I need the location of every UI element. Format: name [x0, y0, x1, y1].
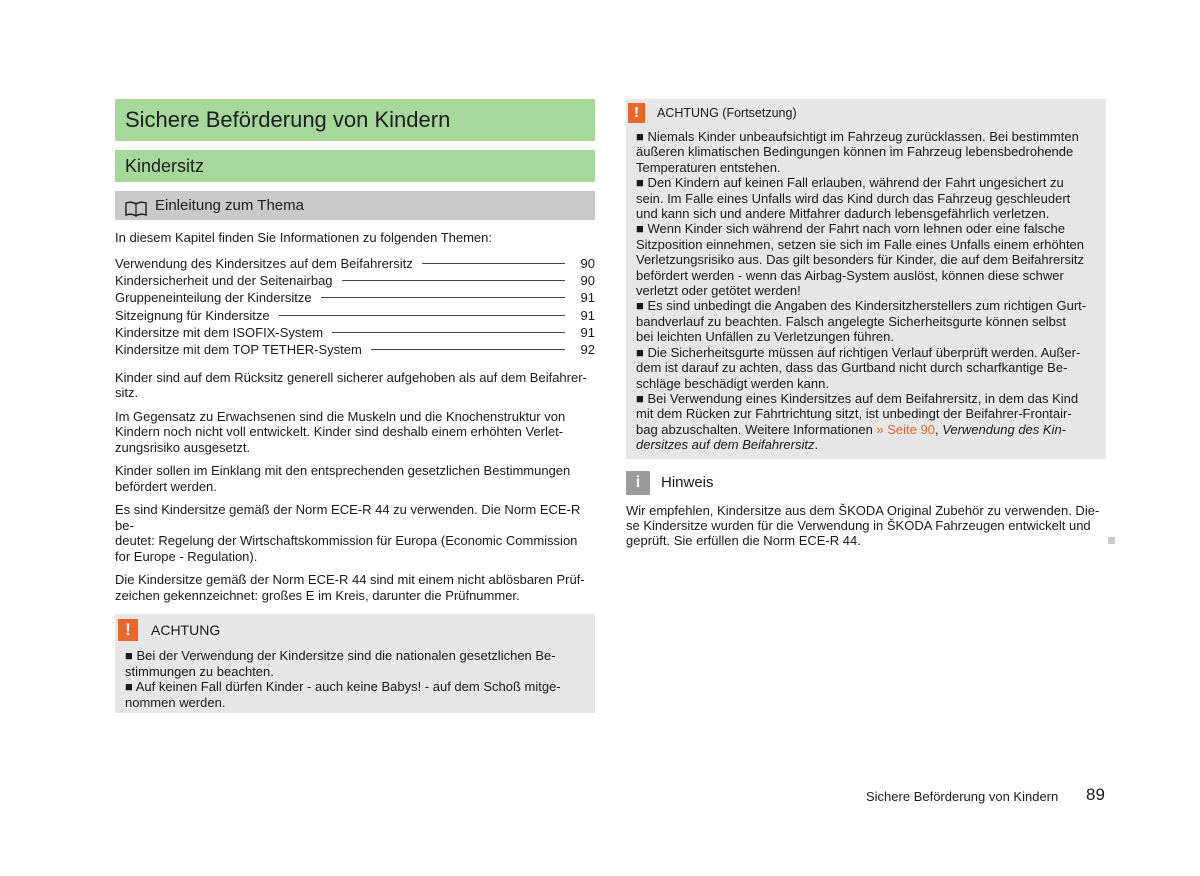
leader-line	[422, 263, 565, 264]
footer-chapter: Sichere Beförderung von Kindern	[866, 789, 1059, 804]
warning-body	[626, 123, 1106, 453]
topic-label: Verwendung des Kindersitzes auf dem Beifahrersitz	[115, 255, 413, 271]
separator-text: ,	[934, 421, 943, 437]
end-text: .	[814, 437, 819, 453]
leader-line	[371, 349, 565, 350]
info-icon: i	[626, 471, 650, 495]
topic-label: Kindersicherheit und der Seitenairbag	[115, 272, 333, 288]
note-text: Wir empfehlen, Kindersitze aus dem ŠKODA Original Zubehör zu verwenden. Die- se Kindersitze wurden für die Verwendung in ŠKODA Fahrzeugen entwickelt und geprüft. Sie erfüllen die Norm ECE-R 44.	[626, 502, 1100, 549]
warning-title: ACHTUNG (Fortsetzung)	[657, 105, 797, 120]
chapter-title: Sichere Beförderung von Kindern	[115, 99, 595, 141]
right-column	[626, 99, 1106, 549]
topic-label: Kindersitze mit dem TOP TETHER-System	[115, 342, 362, 358]
topic-label: Sitzeignung für Kindersitze	[115, 307, 270, 323]
topic-list-item[interactable]	[115, 289, 595, 306]
topic-page: 91	[580, 290, 595, 306]
leader-line	[321, 297, 565, 298]
warning-item: ■ Bei der Verwendung der Kindersitze sind die nationalen gesetzlichen Be- stimmungen zu beachten.	[125, 648, 556, 679]
warning-continued-box	[626, 99, 1106, 459]
intro-heading: Einleitung zum Thema	[155, 197, 304, 214]
body-paragraph: Kinder sollen im Einklang mit den entsprechenden gesetzlichen Bestimmungen befördert werden.	[115, 463, 571, 494]
topic-list-item[interactable]	[115, 255, 595, 272]
topic-page: 90	[580, 272, 595, 288]
warning-header	[115, 620, 595, 640]
section-end-marker	[1108, 537, 1115, 544]
section-title: Kindersitz	[115, 150, 595, 182]
body-paragraph: Im Gegensatz zu Erwachsenen sind die Muskeln und die Knochenstruktur von Kindern noch nicht voll entwickelt. Kinder sind deshalb einem erhöhten Verlet- zungsrisiko ausgesetzt.	[115, 408, 566, 455]
warning-item: ■ Niemals Kinder unbeaufsichtigt im Fahrzeug zurücklassen. Bei bestimmten äußeren klimatischen Bedingungen können im Fahrzeug lebensbedrohende Temperaturen entstehen.	[636, 129, 1079, 175]
warning-item: ■ Den Kindern auf keinen Fall erlauben, während der Fahrt ungesichert zu sein. Im Falle eines Unfalls wird das Kind durch das Fahrzeug geschleudert und kann sich und andere Mitfahrer dadurch lebensgefährlich verletzen.	[636, 175, 1071, 222]
leader-line	[279, 315, 565, 316]
topic-page: 90	[580, 255, 595, 271]
topic-list-item[interactable]	[115, 307, 595, 324]
note-header	[626, 471, 1106, 495]
warning-item: ■ Die Sicherheitsgurte müssen auf richtigen Verlauf überprüft werden. Außer- dem ist darauf zu achten, dass das Gurtband nicht durch scharfkantige Be- schläge beschädigt werden kann.	[636, 344, 1081, 391]
leader-line	[332, 332, 565, 333]
warning-body	[115, 640, 595, 710]
warning-title: ACHTUNG	[151, 622, 221, 639]
warning-item-text: ■ Bei Verwendung eines Kindersitzes auf dem Beifahrersitz, in dem das Kind mit dem Rücken zur Fahrtrichtung sitzt, ist unbedingt der Beifahrer-Frontair- bag abzuschalten. Weitere Informationen	[636, 390, 1079, 437]
topic-page: 91	[580, 307, 595, 323]
page-reference-link[interactable]: » Seite 90	[876, 421, 935, 437]
warning-item: ■ Wenn Kinder sich während der Fahrt nach vorn lehnen oder eine falsche Sitzposition einnehmen, setzen sie sich im Falle eines Unfalls einem erhöhten Verletzungsrisiko aus. Das gilt besonders für Kinder, die auf dem Beifahrersitz befördert werden - wenn das Airbag-System auslöst, können diese schwer verletzt oder getötet werden!	[636, 221, 1085, 299]
warning-icon: !	[118, 619, 138, 641]
warning-box	[115, 614, 595, 713]
warning-item: ■ Es sind unbedingt die Angaben des Kindersitzherstellers zum richtigen Gurt- bandverlauf zu beachten. Falsch angelegte Sicherheitsgurte können selbst bei leichten Unfällen zu Verletzungen führen.	[636, 298, 1087, 345]
body-paragraph: Es sind Kindersitze gemäß der Norm ECE-R 44 zu verwenden. Die Norm ECE-R be- deutet: Regelung der Wirtschaftskommission für Europa (Economic Commission for Europe - Regulation).	[115, 502, 581, 564]
warning-item-last	[636, 391, 1096, 453]
body-paragraph: Die Kindersitze gemäß der Norm ECE-R 44 sind mit einem nicht ablösbaren Prüf- zeichen gekennzeichnet: großes E im Kreis, darunter die Prüfnummer.	[115, 572, 585, 603]
reference-title: Verwendung des Kin- dersitzes auf dem Beifahrersitz	[636, 421, 1067, 453]
warning-item: ■ Auf keinen Fall dürfen Kinder - auch keine Babys! - auf dem Schoß mitge- nommen werden.	[125, 679, 561, 710]
body-paragraph: Kinder sind auf dem Rücksitz generell sicherer aufgehoben als auf dem Beifahrer- sitz.	[115, 369, 587, 401]
book-icon	[125, 198, 147, 214]
topic-page: 91	[580, 325, 595, 341]
left-column	[115, 99, 595, 713]
note-title: Hinweis	[661, 474, 714, 492]
intro-heading-bar	[115, 191, 595, 220]
topic-label: Gruppeneinteilung der Kindersitze	[115, 290, 312, 306]
topic-list-item[interactable]	[115, 324, 595, 341]
intro-text: In diesem Kapitel finden Sie Informationen zu folgenden Themen:	[115, 230, 492, 245]
topic-list-item[interactable]	[115, 272, 595, 289]
topic-label: Kindersitze mit dem ISOFIX-System	[115, 325, 324, 341]
topic-page: 92	[580, 342, 595, 358]
topic-list-item[interactable]	[115, 341, 595, 358]
topic-list	[115, 255, 595, 359]
leader-line	[342, 280, 565, 281]
warning-icon: !	[628, 103, 645, 123]
page-number: 89	[1086, 785, 1105, 804]
warning-header	[626, 102, 1106, 123]
